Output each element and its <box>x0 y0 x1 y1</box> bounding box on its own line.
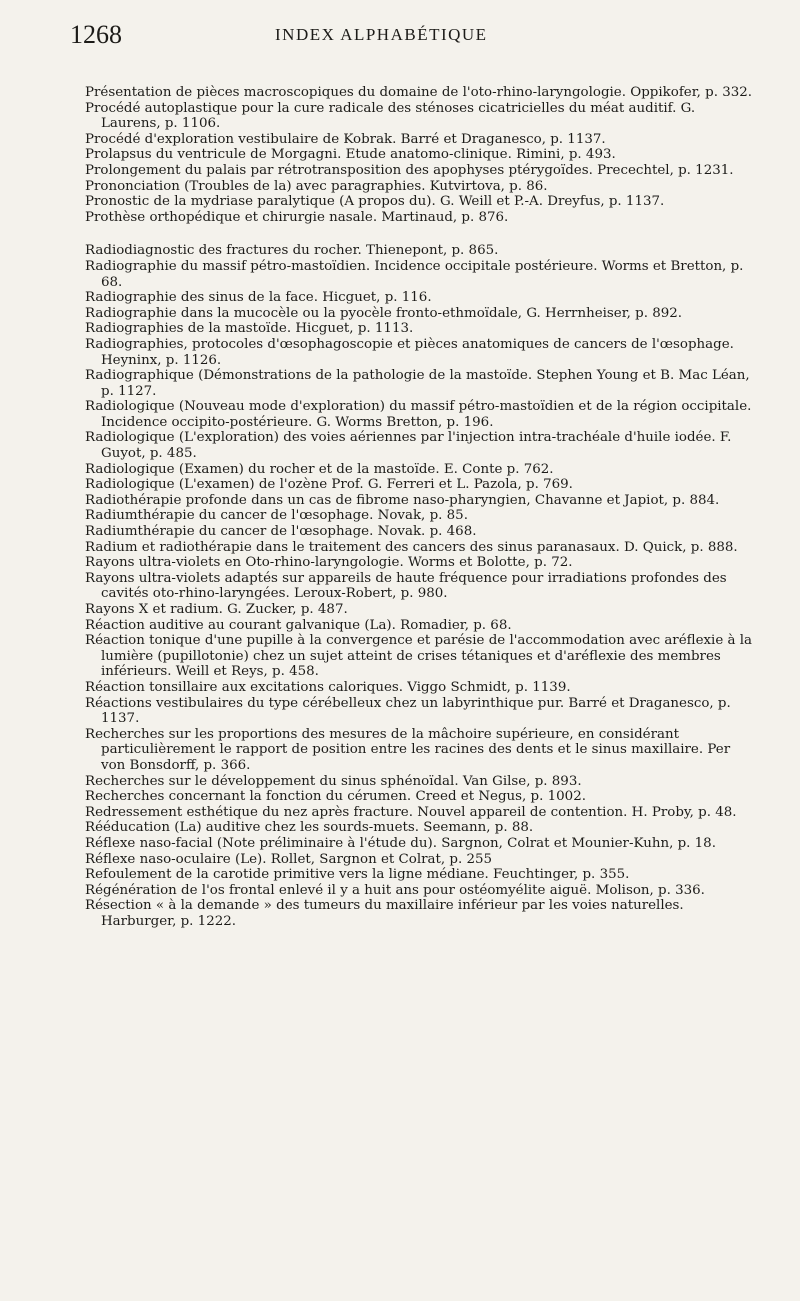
index-section-p <box>85 85 753 225</box>
index-entry: Rayons ultra-violets adaptés sur appareils de haute fréquence pour irradiations profondes des cavités oto-rhino-laryngées. Leroux-Robert, p. 980. <box>85 570 727 602</box>
index-entry: Procédé autoplastique pour la cure radicale des sténoses cicatricielles du méat auditif. G. Laurens, p. 1106. <box>85 100 696 132</box>
index-entry: Recherches concernant la fonction du cérumen. Creed et Negus, p. 1002. <box>85 789 586 805</box>
index-entry: Recherches sur le développement du sinus sphénoïdal. Van Gilse, p. 893. <box>85 773 582 789</box>
index-entry: Radiumthérapie du cancer de l'œsophage. Novak, p. 85. <box>85 508 468 524</box>
index-entry: Radiodiagnostic des fractures du rocher. Thienepont, p. 865. <box>85 243 499 259</box>
index-entry: Radiothérapie profonde dans un cas de fibrome naso-pharyngien, Chavanne et Japiot, p. 884. <box>85 492 720 508</box>
index-entry: Pronostic de la mydriase paralytique (A propos du). G. Weill et P.-A. Dreyfus, p. 1137. <box>85 194 665 210</box>
index-entry: Réaction auditive au courant galvanique (La). Romadier, p. 68. <box>85 617 512 633</box>
index-entry: Procédé d'exploration vestibulaire de Kobrak. Barré et Draganesco, p. 1137. <box>85 131 606 147</box>
index-entry: Radiologique (Examen) du rocher et de la mastoïde. E. Conte p. 762. <box>85 461 554 477</box>
index-entry: Réaction tonique d'une pupille à la convergence et parésie de l'accommodation avec aréflexie à la lumière (pupillotonie) chez un sujet atteint de crises tétaniques et d'aréflexie des membres inférieurs. Weill et Reys, p. 458. <box>85 633 753 680</box>
index-entry: Refoulement de la carotide primitive vers la ligne médiane. Feuchtinger, p. 355. <box>85 867 630 883</box>
index-content <box>85 85 753 929</box>
index-entry: Radium et radiothérapie dans le traitement des cancers des sinus paranasaux. D. Quick, p. 888. <box>85 539 738 555</box>
index-entry: Radiographie du massif pétro-mastoïdien. Incidence occipitale postérieure. Worms et Bretton, p. 68. <box>85 258 744 290</box>
index-entry: Radiologique (Nouveau mode d'exploration) du massif pétro-mastoïdien et de la région occipitale. Incidence occipito-postérieure. G. Worms Bretton, p. 196. <box>85 399 752 430</box>
index-entry: Prothèse orthopédique et chirurgie nasale. Martinaud, p. 876. <box>85 209 509 225</box>
index-entry: Réaction tonsillaire aux excitations caloriques. Viggo Schmidt, p. 1139. <box>85 679 571 695</box>
index-entry: Radiographies, protocoles d'œsophagoscopie et pièces anatomiques de cancers de l'œsophage. Heyninx, p. 1126. <box>85 336 734 368</box>
page-header <box>70 20 760 60</box>
index-entry: Prolongement du palais par rétrotransposition des apophyses ptérygoïdes. Precechtel, p. 1231. <box>85 162 734 178</box>
index-entry: Radiumthérapie du cancer de l'œsophage. Novak. p. 468. <box>85 524 477 540</box>
index-entry: Rayons ultra-violets en Oto-rhino-laryngologie. Worms et Bolotte, p. 72. <box>85 555 573 571</box>
index-entry: Prononciation (Troubles de la) avec paragraphies. Kutvirtova, p. 86. <box>85 178 548 194</box>
index-entry: Prolapsus du ventricule de Morgagni. Etude anatomo-clinique. Rimini, p. 493. <box>85 147 616 163</box>
index-entry: Recherches sur les proportions des mesures de la mâchoire supérieure, en considérant particulièrement le rapport de position entre les racines des dents et le sinus maxillaire. Per von Bonsdorff, p. 366. <box>85 726 731 773</box>
index-entry: Radiographies de la mastoïde. Hicguet, p. 1113. <box>85 321 414 337</box>
index-entry: Résection « à la demande » des tumeurs du maxillaire inférieur par les voies naturelles. Harburger, p. 1222. <box>85 898 684 929</box>
index-entry: Radiographie dans la mucocèle ou la pyocèle fronto-ethmoïdale, G. Herrnheiser, p. 892. <box>85 305 683 321</box>
index-entry: Présentation de pièces macroscopiques du domaine de l'oto-rhino-laryngologie. Oppikofer, p. 332. <box>85 85 753 100</box>
page-number: 1268 <box>70 20 122 49</box>
index-entry: Réactions vestibulaires du type cérébelleux chez un labyrinthique pur. Barré et Draganesco, p. 1137. <box>85 695 731 727</box>
index-entry: Radiographie des sinus de la face. Hicguet, p. 116. <box>85 290 432 306</box>
index-entry: Radiologique (L'examen) de l'ozène Prof. G. Ferreri et L. Pazola, p. 769. <box>85 477 573 493</box>
index-entry: Redressement esthétique du nez après fracture. Nouvel appareil de contention. H. Proby, p. 48. <box>85 804 737 820</box>
index-entry: Rayons X et radium. G. Zucker, p. 487. <box>85 602 348 617</box>
index-entry: Régénération de l'os frontal enlevé il y a huit ans pour ostéomyélite aiguë. Molison, p. 336. <box>85 882 705 898</box>
index-entry: Rééducation (La) auditive chez les sourds-muets. Seemann, p. 88. <box>85 820 534 836</box>
index-section-r <box>85 243 753 929</box>
running-title: INDEX ALPHABÉTIQUE <box>275 25 488 44</box>
index-entry: Réflexe naso-facial (Note préliminaire à l'étude du). Sargnon, Colrat et Mounier-Kuhn, p. 18. <box>85 835 716 851</box>
index-entry: Radiographique (Démonstrations de la pathologie de la mastoïde. Stephen Young et B. Mac Léan, p. 1127. <box>85 368 750 399</box>
index-entry: Radiologique (L'exploration) des voies aériennes par l'injection intra-trachéale d'huile iodée. F. Guyot, p. 485. <box>85 430 732 462</box>
index-entry: Réflexe naso-oculaire (Le). Rollet, Sargnon et Colrat, p. 255 <box>85 851 493 867</box>
section-gap <box>85 225 753 243</box>
